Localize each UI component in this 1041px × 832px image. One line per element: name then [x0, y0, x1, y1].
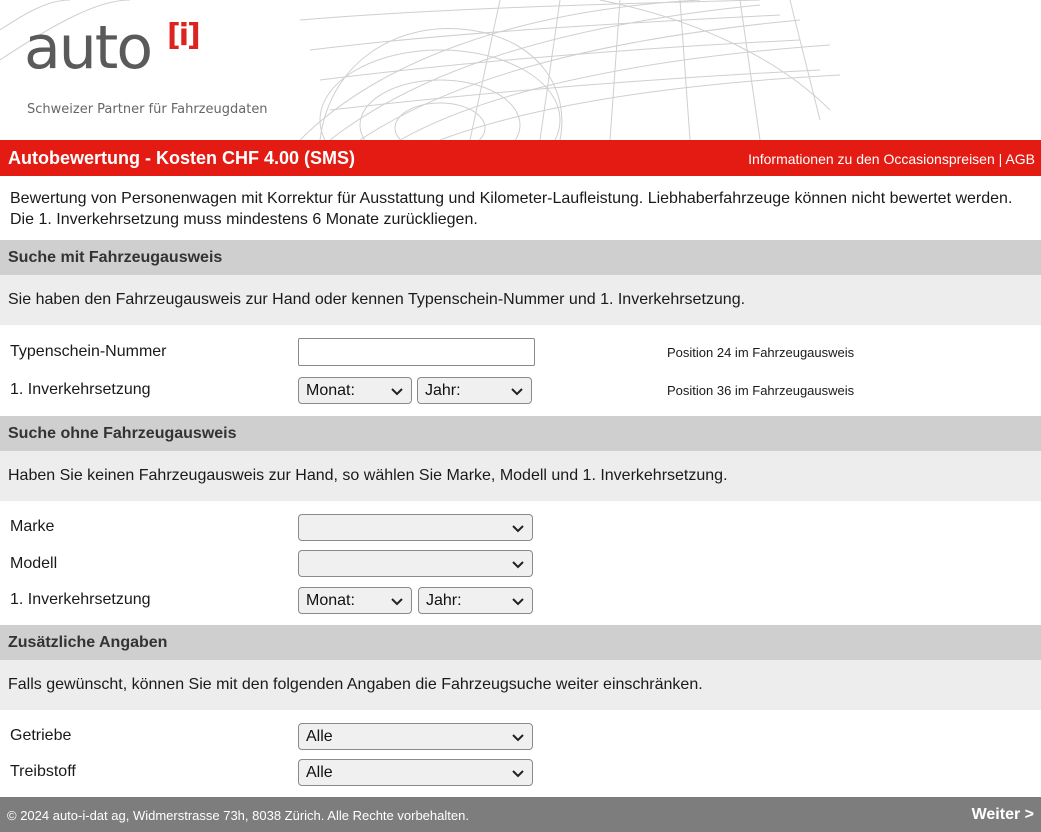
year-select-without-id[interactable] [418, 587, 533, 614]
brand-label: Marke [10, 518, 55, 535]
auto-i-logo[interactable] [24, 13, 199, 83]
brand-select[interactable] [298, 514, 533, 541]
year-select-with-id[interactable] [417, 377, 532, 404]
copyright-text: © 2024 auto-i-dat ag, Widmerstrasse 73h, 8038 Zürich. Alle Rechte vorbehalten. [7, 808, 469, 823]
gearbox-select[interactable] [298, 723, 533, 750]
link-separator: | [998, 151, 1003, 167]
chevron-down-icon [511, 557, 525, 571]
month-select-with-id[interactable] [298, 377, 412, 404]
page-title: Autobewertung - Kosten CHF 4.00 (SMS) [8, 148, 356, 168]
chevron-down-icon [511, 521, 525, 535]
gearbox-select-value: Alle [306, 728, 333, 745]
typenschein-hint: Position 24 im Fahrzeugausweis [667, 345, 855, 360]
car-wireframe-illustration [0, 0, 1041, 140]
chevron-down-icon [511, 766, 525, 780]
section-description-with-id: Sie haben den Fahrzeugausweis zur Hand oder kennen Typenschein-Nummer und 1. Inverkehrsetzung. [0, 275, 1041, 325]
section-heading-extra: Zusätzliche Angaben [0, 625, 1041, 660]
month-select-value: Monat: [306, 382, 355, 399]
fuel-select[interactable] [298, 759, 533, 786]
occasion-prices-info-link[interactable]: Informationen zu den Occasionspreisen [748, 151, 995, 167]
typenschein-label: Typenschein-Nummer [10, 343, 167, 360]
first-registration-label: 1. Inverkehrsetzung [10, 381, 151, 398]
model-select[interactable] [298, 550, 533, 577]
logo-info-mark: [i] [167, 18, 199, 53]
first-registration-label-2: 1. Inverkehrsetzung [10, 591, 151, 608]
chevron-down-icon [511, 594, 525, 608]
agb-link[interactable]: AGB [1005, 151, 1035, 167]
fuel-label: Treibstoff [10, 763, 76, 780]
logo-wordmark: auto [24, 13, 152, 83]
section-heading-with-id: Suche mit Fahrzeugausweis [0, 240, 1041, 275]
first-registration-hint: Position 36 im Fahrzeugausweis [667, 383, 855, 398]
page-title-bar [0, 140, 1041, 176]
logo-tagline: Schweizer Partner für Fahrzeugdaten [27, 102, 268, 117]
section-description-without-id: Haben Sie keinen Fahrzeugausweis zur Hand, so wählen Sie Marke, Modell und 1. Inverkehrsetzung. [0, 451, 1041, 501]
next-button[interactable]: Weiter > [971, 806, 1034, 823]
year-select-value: Jahr: [426, 592, 462, 609]
section-heading-without-id: Suche ohne Fahrzeugausweis [0, 416, 1041, 451]
intro-text: Bewertung von Personenwagen mit Korrektur für Ausstattung und Kilometer-Laufleistung. Liebhaberfahrzeuge können nicht bewertet werden. Die 1. Inverkehrsetzung muss mindestens 6 Monate zurückliegen. [10, 190, 1013, 228]
chevron-down-icon [511, 730, 525, 744]
page-footer [0, 797, 1041, 832]
gearbox-label: Getriebe [10, 727, 72, 744]
month-select-value: Monat: [306, 592, 355, 609]
month-select-without-id[interactable] [298, 587, 412, 614]
section-description-extra: Falls gewünscht, können Sie mit den folgenden Angaben die Fahrzeugsuche weiter einschränken. [0, 660, 1041, 710]
typenschein-input[interactable] [298, 338, 535, 366]
chevron-down-icon [390, 384, 404, 398]
fuel-select-value: Alle [306, 764, 333, 781]
chevron-down-icon [510, 384, 524, 398]
chevron-down-icon [390, 594, 404, 608]
site-header [0, 0, 1041, 140]
banner-links [748, 151, 1035, 167]
model-label: Modell [10, 555, 58, 572]
year-select-value: Jahr: [425, 382, 461, 399]
